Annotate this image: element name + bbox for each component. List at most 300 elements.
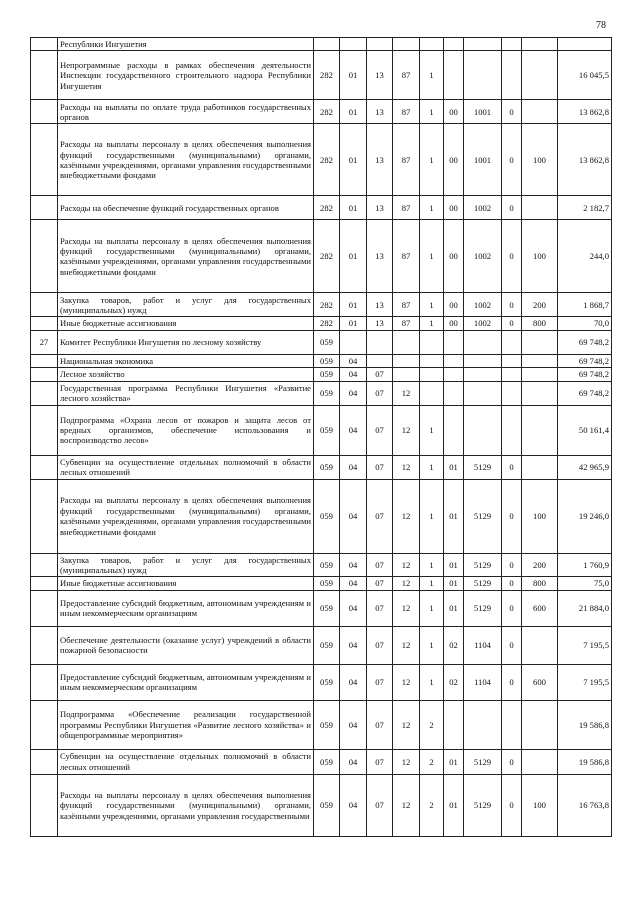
code-subprogram-cell: 1: [420, 590, 444, 626]
code-event-cell: 01: [444, 749, 464, 774]
code-event-cell: 02: [444, 626, 464, 664]
code-section-cell: 04: [340, 354, 367, 367]
code-subsection-cell: [367, 330, 393, 354]
row-name-cell: Расходы на выплаты по оплате труда работников государственных органов: [58, 100, 314, 124]
code-section-cell: 04: [340, 455, 367, 479]
code-extra-cell: [502, 354, 522, 367]
code-extra-cell: 0: [502, 553, 522, 577]
code-subprogram-cell: 1: [420, 577, 444, 590]
row-name-cell: Закупка товаров, работ и услуг для государственных (муниципальных) нужд: [58, 293, 314, 317]
code-program-cell: 12: [393, 553, 420, 577]
amount-cell: 75,0: [558, 577, 612, 590]
row-name-cell: Субвенции на осуществление отдельных полномочий в области лесных отношений: [58, 749, 314, 774]
code-ministry-cell: 059: [314, 330, 340, 354]
code-section-cell: 04: [340, 664, 367, 700]
table-row: [31, 354, 612, 367]
code-ministry-cell: 059: [314, 354, 340, 367]
row-number-cell: [31, 553, 58, 577]
code-section-cell: 04: [340, 368, 367, 381]
row-number-cell: [31, 220, 58, 293]
code-subprogram-cell: [420, 330, 444, 354]
code-section-cell: 04: [340, 626, 367, 664]
code-event-cell: 00: [444, 124, 464, 196]
code-extra-cell: 0: [502, 100, 522, 124]
row-name-cell: Расходы на выплаты персоналу в целях обеспечения выполнения функций государственными (муниципальными) органами, казёнными учреждениями, органами управления государственными внебюджетными фондами: [58, 220, 314, 293]
code-subprogram-cell: 2: [420, 774, 444, 836]
code-ministry-cell: 282: [314, 317, 340, 330]
code-ministry-cell: 059: [314, 626, 340, 664]
code-event-cell: [444, 51, 464, 100]
amount-cell: 69 748,2: [558, 354, 612, 367]
code-event-cell: [444, 354, 464, 367]
code-section-cell: 01: [340, 124, 367, 196]
row-number-cell: [31, 196, 58, 220]
code-section-cell: 01: [340, 51, 367, 100]
code-program-cell: 87: [393, 124, 420, 196]
amount-cell: 69 748,2: [558, 330, 612, 354]
code-program-cell: 12: [393, 590, 420, 626]
code-direction-cell: 1002: [464, 220, 502, 293]
code-subsection-cell: 07: [367, 664, 393, 700]
table-row: [31, 381, 612, 405]
code-subsection-cell: 13: [367, 317, 393, 330]
table-row: [31, 330, 612, 354]
expense-type-cell: [522, 330, 558, 354]
table-row: [31, 774, 612, 836]
amount-cell: 13 862,8: [558, 100, 612, 124]
amount-cell: 16 045,5: [558, 51, 612, 100]
row-name-cell: Республики Ингушетия: [58, 38, 314, 51]
table-row: [31, 405, 612, 455]
code-extra-cell: 0: [502, 577, 522, 590]
code-event-cell: 00: [444, 293, 464, 317]
code-event-cell: 01: [444, 479, 464, 553]
code-direction-cell: [464, 330, 502, 354]
code-section-cell: 04: [340, 577, 367, 590]
expense-type-cell: 100: [522, 220, 558, 293]
expense-type-cell: 200: [522, 293, 558, 317]
code-subprogram-cell: 1: [420, 405, 444, 455]
expense-type-cell: [522, 354, 558, 367]
code-direction-cell: 5129: [464, 455, 502, 479]
code-extra-cell: [502, 700, 522, 749]
table-body: [31, 38, 612, 837]
amount-cell: 50 161,4: [558, 405, 612, 455]
code-direction-cell: 1002: [464, 293, 502, 317]
code-program-cell: 12: [393, 749, 420, 774]
code-subprogram-cell: 2: [420, 700, 444, 749]
code-direction-cell: 1002: [464, 196, 502, 220]
expense-type-cell: [522, 749, 558, 774]
row-number-cell: 27: [31, 330, 58, 354]
expense-type-cell: 100: [522, 124, 558, 196]
code-program-cell: 12: [393, 664, 420, 700]
row-number-cell: [31, 700, 58, 749]
amount-cell: 42 965,9: [558, 455, 612, 479]
code-direction-cell: [464, 354, 502, 367]
code-event-cell: [444, 381, 464, 405]
code-subprogram-cell: 1: [420, 455, 444, 479]
code-extra-cell: 0: [502, 220, 522, 293]
code-event-cell: 01: [444, 455, 464, 479]
table-row: [31, 700, 612, 749]
code-program-cell: [393, 368, 420, 381]
code-subprogram-cell: 1: [420, 553, 444, 577]
amount-cell: 2 182,7: [558, 196, 612, 220]
expense-type-cell: [522, 626, 558, 664]
row-name-cell: Субвенции на осуществление отдельных полномочий в области лесных отношений: [58, 455, 314, 479]
code-extra-cell: 0: [502, 317, 522, 330]
code-subsection-cell: 07: [367, 381, 393, 405]
code-section-cell: 01: [340, 100, 367, 124]
code-direction-cell: 5129: [464, 479, 502, 553]
code-program-cell: 12: [393, 577, 420, 590]
code-program-cell: 12: [393, 626, 420, 664]
row-name-cell: Подпрограмма «Охрана лесов от пожаров и защита лесов от вредных организмов, обеспечение использования и воспроизводство лесов»: [58, 405, 314, 455]
code-extra-cell: [502, 381, 522, 405]
code-section-cell: 01: [340, 317, 367, 330]
code-ministry-cell: 059: [314, 700, 340, 749]
code-program-cell: 87: [393, 220, 420, 293]
code-event-cell: 00: [444, 317, 464, 330]
code-subsection-cell: 07: [367, 700, 393, 749]
code-subprogram-cell: 1: [420, 51, 444, 100]
code-subsection-cell: 13: [367, 51, 393, 100]
row-number-cell: [31, 749, 58, 774]
code-subprogram-cell: [420, 381, 444, 405]
code-direction-cell: [464, 368, 502, 381]
code-event-cell: [444, 330, 464, 354]
code-section-cell: 04: [340, 381, 367, 405]
expense-type-cell: 600: [522, 664, 558, 700]
code-section-cell: 04: [340, 479, 367, 553]
expense-type-cell: [522, 100, 558, 124]
code-program-cell: [393, 354, 420, 367]
code-direction-cell: [464, 700, 502, 749]
code-subsection-cell: 13: [367, 124, 393, 196]
table-row: [31, 51, 612, 100]
code-ministry-cell: 059: [314, 479, 340, 553]
row-number-cell: [31, 317, 58, 330]
page-number: 78: [596, 20, 606, 31]
code-section-cell: 04: [340, 749, 367, 774]
row-name-cell: Расходы на выплаты персоналу в целях обеспечения выполнения функций государственными (муниципальными) органами, казёнными учреждениями, органами управления государственными внебюджетными фондами: [58, 479, 314, 553]
amount-cell: 70,0: [558, 317, 612, 330]
expense-type-cell: 800: [522, 577, 558, 590]
code-subsection-cell: 07: [367, 455, 393, 479]
row-name-cell: Лесное хозяйство: [58, 368, 314, 381]
code-section-cell: 04: [340, 774, 367, 836]
row-name-cell: Предоставление субсидий бюджетным, автономным учреждениям и иным некоммерческим организациям: [58, 590, 314, 626]
code-subsection-cell: 07: [367, 479, 393, 553]
code-program-cell: [393, 38, 420, 51]
code-ministry-cell: 282: [314, 196, 340, 220]
row-name-cell: Закупка товаров, работ и услуг для государственных (муниципальных) нужд: [58, 553, 314, 577]
code-section-cell: 01: [340, 196, 367, 220]
code-extra-cell: 0: [502, 774, 522, 836]
code-direction-cell: 1001: [464, 124, 502, 196]
row-number-cell: [31, 626, 58, 664]
table-row: [31, 220, 612, 293]
code-ministry-cell: 059: [314, 405, 340, 455]
code-subsection-cell: 13: [367, 196, 393, 220]
amount-cell: 19 586,8: [558, 749, 612, 774]
code-section-cell: 04: [340, 700, 367, 749]
code-event-cell: 01: [444, 553, 464, 577]
code-ministry-cell: 059: [314, 590, 340, 626]
row-number-cell: [31, 577, 58, 590]
code-extra-cell: [502, 330, 522, 354]
code-subprogram-cell: [420, 368, 444, 381]
code-program-cell: 12: [393, 700, 420, 749]
code-subprogram-cell: 1: [420, 293, 444, 317]
code-section-cell: 01: [340, 293, 367, 317]
code-ministry-cell: 059: [314, 749, 340, 774]
amount-cell: 21 884,0: [558, 590, 612, 626]
row-number-cell: [31, 100, 58, 124]
row-number-cell: [31, 38, 58, 51]
code-ministry-cell: 282: [314, 124, 340, 196]
code-extra-cell: 0: [502, 455, 522, 479]
code-program-cell: 87: [393, 196, 420, 220]
expense-type-cell: [522, 38, 558, 51]
row-number-cell: [31, 51, 58, 100]
code-direction-cell: 1104: [464, 664, 502, 700]
row-number-cell: [31, 354, 58, 367]
code-subprogram-cell: 1: [420, 100, 444, 124]
code-extra-cell: 0: [502, 293, 522, 317]
row-name-cell: Национальная экономика: [58, 354, 314, 367]
row-name-cell: Комитет Республики Ингушетия по лесному хозяйству: [58, 330, 314, 354]
table-row: [31, 368, 612, 381]
table-row: [31, 664, 612, 700]
table-row: [31, 577, 612, 590]
code-subsection-cell: 13: [367, 293, 393, 317]
code-subprogram-cell: 2: [420, 749, 444, 774]
code-event-cell: 00: [444, 196, 464, 220]
expense-type-cell: [522, 368, 558, 381]
code-ministry-cell: 282: [314, 51, 340, 100]
code-ministry-cell: 059: [314, 368, 340, 381]
code-subsection-cell: [367, 38, 393, 51]
code-program-cell: 12: [393, 405, 420, 455]
amount-cell: 13 862,8: [558, 124, 612, 196]
table-row: [31, 749, 612, 774]
code-direction-cell: 5129: [464, 553, 502, 577]
code-ministry-cell: 282: [314, 220, 340, 293]
code-extra-cell: [502, 51, 522, 100]
code-extra-cell: 0: [502, 196, 522, 220]
code-subprogram-cell: [420, 38, 444, 51]
code-event-cell: 02: [444, 664, 464, 700]
table-row: [31, 196, 612, 220]
code-program-cell: 12: [393, 381, 420, 405]
amount-cell: 1 868,7: [558, 293, 612, 317]
code-direction-cell: 1002: [464, 317, 502, 330]
code-ministry-cell: [314, 38, 340, 51]
amount-cell: 16 763,8: [558, 774, 612, 836]
code-subsection-cell: 07: [367, 774, 393, 836]
code-section-cell: 04: [340, 405, 367, 455]
code-program-cell: [393, 330, 420, 354]
code-section-cell: 04: [340, 590, 367, 626]
code-direction-cell: 1001: [464, 100, 502, 124]
code-extra-cell: [502, 38, 522, 51]
amount-cell: 7 195,5: [558, 626, 612, 664]
table-row: [31, 100, 612, 124]
expense-type-cell: 100: [522, 479, 558, 553]
expense-type-cell: 600: [522, 590, 558, 626]
row-name-cell: Обеспечение деятельности (оказание услуг) учреждений в области пожарной безопасности: [58, 626, 314, 664]
code-extra-cell: [502, 368, 522, 381]
expense-type-cell: 100: [522, 774, 558, 836]
row-number-cell: [31, 664, 58, 700]
code-subsection-cell: 07: [367, 749, 393, 774]
code-direction-cell: 1104: [464, 626, 502, 664]
row-number-cell: [31, 590, 58, 626]
code-program-cell: 12: [393, 455, 420, 479]
table-row: [31, 124, 612, 196]
amount-cell: 69 748,2: [558, 381, 612, 405]
code-ministry-cell: 059: [314, 664, 340, 700]
code-extra-cell: 0: [502, 626, 522, 664]
code-subprogram-cell: 1: [420, 196, 444, 220]
code-program-cell: 87: [393, 317, 420, 330]
expense-type-cell: [522, 51, 558, 100]
amount-cell: 244,0: [558, 220, 612, 293]
code-program-cell: 87: [393, 293, 420, 317]
row-number-cell: [31, 774, 58, 836]
code-program-cell: 12: [393, 774, 420, 836]
expense-type-cell: 800: [522, 317, 558, 330]
row-name-cell: Расходы на обеспечение функций государственных органов: [58, 196, 314, 220]
code-subsection-cell: 07: [367, 405, 393, 455]
code-direction-cell: [464, 381, 502, 405]
code-section-cell: 04: [340, 553, 367, 577]
code-direction-cell: [464, 405, 502, 455]
row-name-cell: Расходы на выплаты персоналу в целях обеспечения выполнения функций государственными (муниципальными) органами, казёнными учреждениями, органами управления государственными внебюджетными фондами: [58, 124, 314, 196]
code-ministry-cell: 059: [314, 381, 340, 405]
code-extra-cell: 0: [502, 749, 522, 774]
code-subprogram-cell: 1: [420, 124, 444, 196]
code-extra-cell: 0: [502, 479, 522, 553]
expense-type-cell: 200: [522, 553, 558, 577]
code-event-cell: 00: [444, 220, 464, 293]
row-name-cell: Расходы на выплаты персоналу в целях обеспечения выполнения функций государственными (муниципальными) органами, казёнными учреждениями, органами управления государственными: [58, 774, 314, 836]
row-number-cell: [31, 124, 58, 196]
code-extra-cell: 0: [502, 124, 522, 196]
table-row: [31, 626, 612, 664]
row-name-cell: Подпрограмма «Обеспечение реализации государственной программы Республики Ингушетия «Развитие лесного хозяйства» и общепрограммные мероприятия»: [58, 700, 314, 749]
code-event-cell: [444, 700, 464, 749]
code-program-cell: 87: [393, 51, 420, 100]
code-event-cell: 01: [444, 590, 464, 626]
code-ministry-cell: 059: [314, 774, 340, 836]
code-subsection-cell: 07: [367, 626, 393, 664]
row-number-cell: [31, 381, 58, 405]
code-subsection-cell: 07: [367, 368, 393, 381]
row-number-cell: [31, 368, 58, 381]
amount-cell: 19 246,0: [558, 479, 612, 553]
row-name-cell: Предоставление субсидий бюджетным, автономным учреждениям и иным некоммерческим организациям: [58, 664, 314, 700]
code-extra-cell: 0: [502, 664, 522, 700]
table-row: [31, 293, 612, 317]
table-row: [31, 479, 612, 553]
row-number-cell: [31, 405, 58, 455]
expense-type-cell: [522, 196, 558, 220]
table-row: [31, 317, 612, 330]
code-event-cell: 01: [444, 774, 464, 836]
code-event-cell: [444, 38, 464, 51]
table-row: [31, 38, 612, 51]
code-section-cell: [340, 38, 367, 51]
amount-cell: [558, 38, 612, 51]
code-event-cell: [444, 405, 464, 455]
code-program-cell: 87: [393, 100, 420, 124]
code-subprogram-cell: 1: [420, 479, 444, 553]
expense-type-cell: [522, 700, 558, 749]
code-section-cell: 01: [340, 220, 367, 293]
code-subprogram-cell: 1: [420, 220, 444, 293]
table-row: [31, 455, 612, 479]
amount-cell: 19 586,8: [558, 700, 612, 749]
row-name-cell: Государственная программа Республики Ингушетия «Развитие лесного хозяйства»: [58, 381, 314, 405]
code-subprogram-cell: 1: [420, 664, 444, 700]
row-number-cell: [31, 455, 58, 479]
code-subprogram-cell: 1: [420, 626, 444, 664]
row-name-cell: Непрограммные расходы в рамках обеспечения деятельности Инспекции государственного строительного надзора Республики Ингушетия: [58, 51, 314, 100]
code-ministry-cell: 059: [314, 577, 340, 590]
code-ministry-cell: 282: [314, 293, 340, 317]
code-ministry-cell: 059: [314, 455, 340, 479]
code-extra-cell: 0: [502, 590, 522, 626]
code-direction-cell: 5129: [464, 749, 502, 774]
code-section-cell: [340, 330, 367, 354]
code-subsection-cell: 13: [367, 220, 393, 293]
code-subsection-cell: 07: [367, 590, 393, 626]
code-subprogram-cell: 1: [420, 317, 444, 330]
code-ministry-cell: 282: [314, 100, 340, 124]
code-direction-cell: [464, 51, 502, 100]
amount-cell: 1 760,9: [558, 553, 612, 577]
row-number-cell: [31, 293, 58, 317]
amount-cell: 69 748,2: [558, 368, 612, 381]
row-name-cell: Иные бюджетные ассигнования: [58, 317, 314, 330]
budget-table: [30, 37, 612, 837]
code-subprogram-cell: [420, 354, 444, 367]
row-number-cell: [31, 479, 58, 553]
code-extra-cell: [502, 405, 522, 455]
code-ministry-cell: 059: [314, 553, 340, 577]
code-event-cell: [444, 368, 464, 381]
code-subsection-cell: 07: [367, 553, 393, 577]
code-direction-cell: [464, 38, 502, 51]
code-subsection-cell: [367, 354, 393, 367]
code-subsection-cell: 07: [367, 577, 393, 590]
code-program-cell: 12: [393, 479, 420, 553]
amount-cell: 7 195,5: [558, 664, 612, 700]
code-subsection-cell: 13: [367, 100, 393, 124]
code-direction-cell: 5129: [464, 774, 502, 836]
code-direction-cell: 5129: [464, 577, 502, 590]
expense-type-cell: [522, 405, 558, 455]
expense-type-cell: [522, 381, 558, 405]
code-event-cell: 01: [444, 577, 464, 590]
code-direction-cell: 5129: [464, 590, 502, 626]
expense-type-cell: [522, 455, 558, 479]
table-row: [31, 553, 612, 577]
code-event-cell: 00: [444, 100, 464, 124]
